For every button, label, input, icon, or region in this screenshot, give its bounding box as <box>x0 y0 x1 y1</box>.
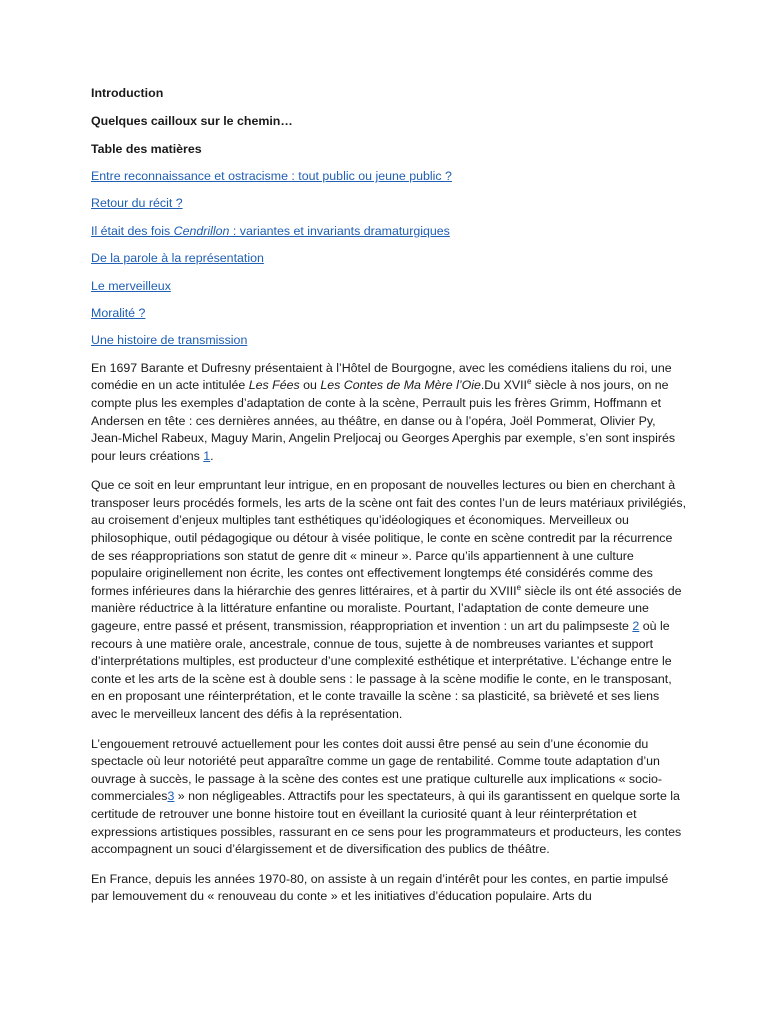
text-run: Que ce soit en leur empruntant leur intrigue, en en proposant de nouvelles lectures ou bien en cherchant à transposer leurs procédés formels, les arts de la scène ont fait des contes l’un de leurs matériaux privilégiés, au croisement d’enjeux multiples tant esthétiques qu’idéologiques et économiques. Merveilleux ou philosophique, outil pédagogique ou détour à visée politique, le conte en scène contredit par la récurrence de ses réappropriations son statut de genre dit « mineur ». Parce qu’ils appartiennent à une culture populaire originellement non écrite, les contes ont effectivement longtemps été considérés comme des formes inférieures dans la hiérarchie des genres littéraires, et à partir du XVIII <box>91 478 687 598</box>
toc-item <box>91 250 687 268</box>
text-run: En France, depuis les années 1970-80, on assiste à un regain d’intérêt pour les contes, en partie impulsé par lemouvement du « renouveau du conte » et les initiatives d’éducation populaire. Arts du <box>91 871 669 904</box>
text-run: » non négligeables. Attractifs pour les spectateurs, à qui ils garantissent en quelque sorte la certitude de retrouver une bonne histoire tout en éveillant la curiosité quant à leur réinterprétation et expressions artistiques possibles, rassurant en ce sens pour les programmateurs et producteurs, les contes accompagnent un souci d’élargissement et de diversification des publics de théâtre. <box>91 789 682 857</box>
superscript: e <box>527 377 532 387</box>
text-run: où le recours à une matière orale, ancestrale, connue de tous, sujette à de nombreuses variantes et support d’interprétations multiples, est producteur d’une complexité esthétique et interprétative. L’échange entre le conte et les arts de la scène est à double sens : le passage à la scène modifie le conte, en le transposant, en en proposant une réinterprétation, et le conte travaille la scène : sa plasticité, sa brièveté et ses liens avec le merveilleux lancent des défis à la représentation. <box>91 619 672 722</box>
toc-item <box>91 168 687 186</box>
toc-link-retour-du-recit[interactable]: Retour du récit ? <box>91 196 183 211</box>
toc-item <box>91 305 687 323</box>
toc-link-merveilleux[interactable]: Le merveilleux <box>91 278 171 293</box>
footnote-link-3[interactable]: 3 <box>167 789 175 804</box>
toc-item <box>91 223 687 241</box>
toc-link-reconnaissance[interactable]: Entre reconnaissance et ostracisme : tout public ou jeune public ? <box>91 169 452 183</box>
toc-label-part: : variantes et invariants dramaturgiques <box>229 223 450 238</box>
italic-title: Les Contes de Ma Mère l’Oie <box>320 378 481 393</box>
paragraph-1 <box>91 360 687 466</box>
toc-label-italic: Cendrillon <box>173 223 230 238</box>
text-run: siècle à nos jours, on ne compte plus les exemples d’adaptation de conte à la scène, Perrault puis les frères Grimm, Hoffmann et Andersen en tête : ces dernières années, au théâtre, en danse ou à l’opéra, Joël Pommerat, Olivier Py, Jean-Michel Rabeux, Maguy Marin, Angelin Preljocaj ou Georges Aperghis par exemple, s’en sont inspirés pour leurs créations <box>91 378 676 463</box>
heading-introduction: Introduction <box>91 86 164 100</box>
toc-item <box>91 278 687 296</box>
heading-toc: Table des matières <box>91 142 202 156</box>
toc-label-part: Il était des fois <box>91 223 174 238</box>
document-page <box>91 84 687 918</box>
toc-item <box>91 332 687 350</box>
text-run: En 1697 Barante et Dufresny présentaient à l’Hôtel de Bourgogne, avec les comédiens italiens du roi, une comédie en un acte intitulée <box>91 360 672 393</box>
text-run: L’engouement retrouvé actuellement pour les contes doit aussi être pensé au sein d’une économie du spectacle où leur notoriété peut apparaître comme un gage de rentabilité. Comme toute adaptation d’un ouvrage à succès, le passage à la scène des contes est une pratique culturelle aux implications « socio-commerciales <box>91 736 662 804</box>
heading-subtitle: Quelques cailloux sur le chemin… <box>91 114 293 128</box>
footnote-link-1[interactable]: 1 <box>203 448 211 463</box>
table-of-contents <box>91 168 687 350</box>
toc-link-moralite[interactable]: Moralité ? <box>91 305 146 320</box>
toc-link-parole[interactable]: De la parole à la représentation <box>91 251 264 266</box>
text-run: . <box>210 448 214 463</box>
superscript: e <box>516 582 522 592</box>
paragraph-2 <box>91 477 687 723</box>
toc-link-cendrillon[interactable] <box>91 224 450 238</box>
text-run: .Du XVII <box>480 378 527 393</box>
text-run: siècle ils ont été associés de manière réductrice à la littérature enfantine ou moraliste. Pourtant, l’adaptation de conte demeure une gageure, entre passé et présent, transmission, réappropriation et invention : un art du palimpseste <box>91 583 682 634</box>
toc-link-transmission[interactable]: Une histoire de transmission <box>91 333 248 348</box>
paragraph-3 <box>91 736 687 859</box>
italic-title: Les Fées <box>248 378 300 393</box>
toc-item <box>91 195 687 213</box>
paragraph-4 <box>91 871 687 906</box>
text-run: ou <box>299 378 321 393</box>
footnote-link-2[interactable]: 2 <box>632 619 640 634</box>
